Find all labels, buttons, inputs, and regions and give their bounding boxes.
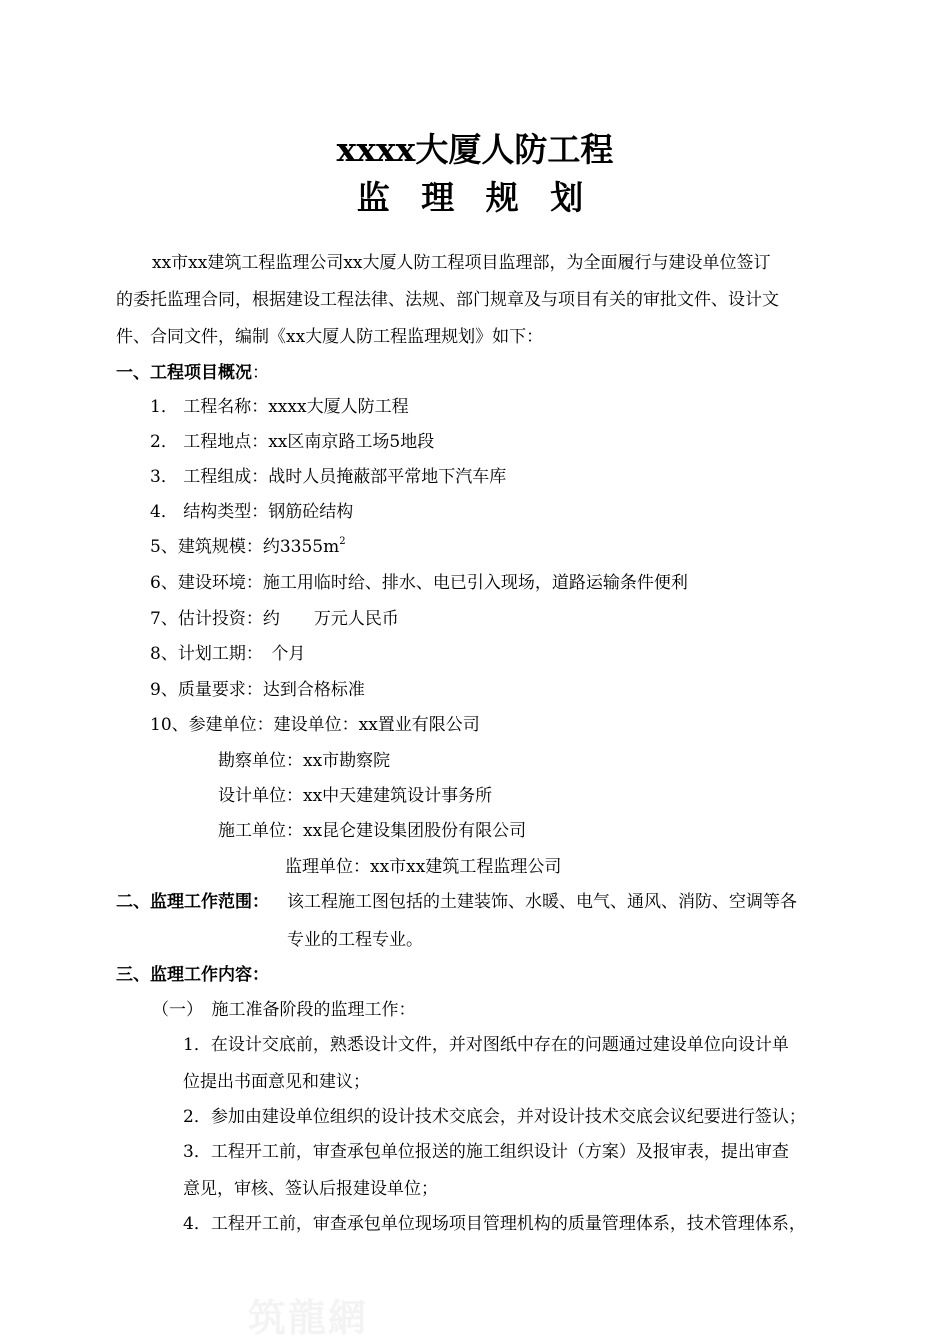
section-2-text-2: 专业的工程专业。: [287, 930, 423, 950]
overview-item-4: 4． 结构类型：钢筋砼结构: [150, 502, 354, 522]
overview-item-3: 3． 工程组成：战时人员掩蔽部平常地下汽车库: [150, 467, 507, 487]
section-2-text-1: 该工程施工图包括的土建装饰、水暖、电气、通风、消防、空调等各: [287, 892, 797, 912]
section-1-heading-colon: ：: [252, 363, 269, 383]
overview-item-9: 9、质量要求：达到合格标准: [150, 680, 365, 700]
work-line-4: 3．工程开工前，审查承包单位报送的施工组织设计（方案）及报审表，提出审查: [183, 1142, 789, 1162]
overview-item-6: 6、建设环境：施工用临时给、排水、电已引入现场，道路运输条件便利: [150, 573, 688, 593]
overview-item-8: 8、计划工期： 个月: [150, 644, 306, 664]
work-line-3: 2．参加由建设单位组织的设计技术交底会，并对设计技术交底会议纪要进行签认；: [183, 1107, 806, 1127]
building-scale: 5、建筑规模：约3355m: [150, 537, 340, 557]
stage-heading: （一） 施工准备阶段的监理工作：: [152, 1000, 416, 1020]
section-1-heading: 一、工程项目概况: [116, 363, 252, 383]
overview-item-2: 2． 工程地点：xx区南京路工场5地段: [150, 432, 435, 452]
section-3-heading: 三、监理工作内容：: [116, 965, 269, 985]
document-subtitle: 监 理 规 划: [356, 178, 594, 217]
supervision-unit: 监理单位：xx市xx建筑工程监理公司: [285, 857, 562, 877]
overview-item-5: [150, 535, 346, 559]
building-scale-superscript: 2: [339, 536, 346, 547]
construction-unit: 施工单位：xx昆仑建设集团股份有限公司: [218, 821, 527, 841]
document-title: xxxx大厦人防工程: [336, 130, 614, 169]
survey-unit: 勘察单位：xx市勘察院: [218, 751, 391, 771]
watermark: 筑龍網: [248, 1295, 369, 1340]
section-1-heading-row: [116, 361, 269, 385]
design-unit: 设计单位：xx中天建建筑设计事务所: [218, 786, 493, 806]
work-line-2: 位提出书面意见和建议；: [183, 1072, 370, 1092]
work-line-1: 1．在设计交底前，熟悉设计文件，并对图纸中存在的问题通过建设单位向设计单: [183, 1035, 789, 1055]
section-2-heading: 二、监理工作范围：: [116, 892, 269, 912]
intro-line-2: 的委托监理合同，根据建设工程法律、法规、部门规章及与项目有关的审批文件、设计文: [116, 290, 779, 310]
work-line-6: 4．工程开工前，审查承包单位现场项目管理机构的质量管理体系，技术管理体系，: [183, 1214, 806, 1234]
work-line-5: 意见，审核、签认后报建设单位；: [183, 1179, 438, 1199]
overview-item-1: 1． 工程名称：xxxx大厦人防工程: [150, 397, 409, 417]
intro-line-3: 件、合同文件，编制《xx大厦人防工程监理规划》如下：: [116, 327, 544, 347]
intro-line-1: xx市xx建筑工程监理公司xx大厦人防工程项目监理部，为全面履行与建设单位签订: [152, 253, 771, 273]
overview-item-10: 10、参建单位：建设单位：xx置业有限公司: [150, 715, 480, 735]
overview-item-7: 7、估计投资：约 万元人民币: [150, 609, 399, 629]
